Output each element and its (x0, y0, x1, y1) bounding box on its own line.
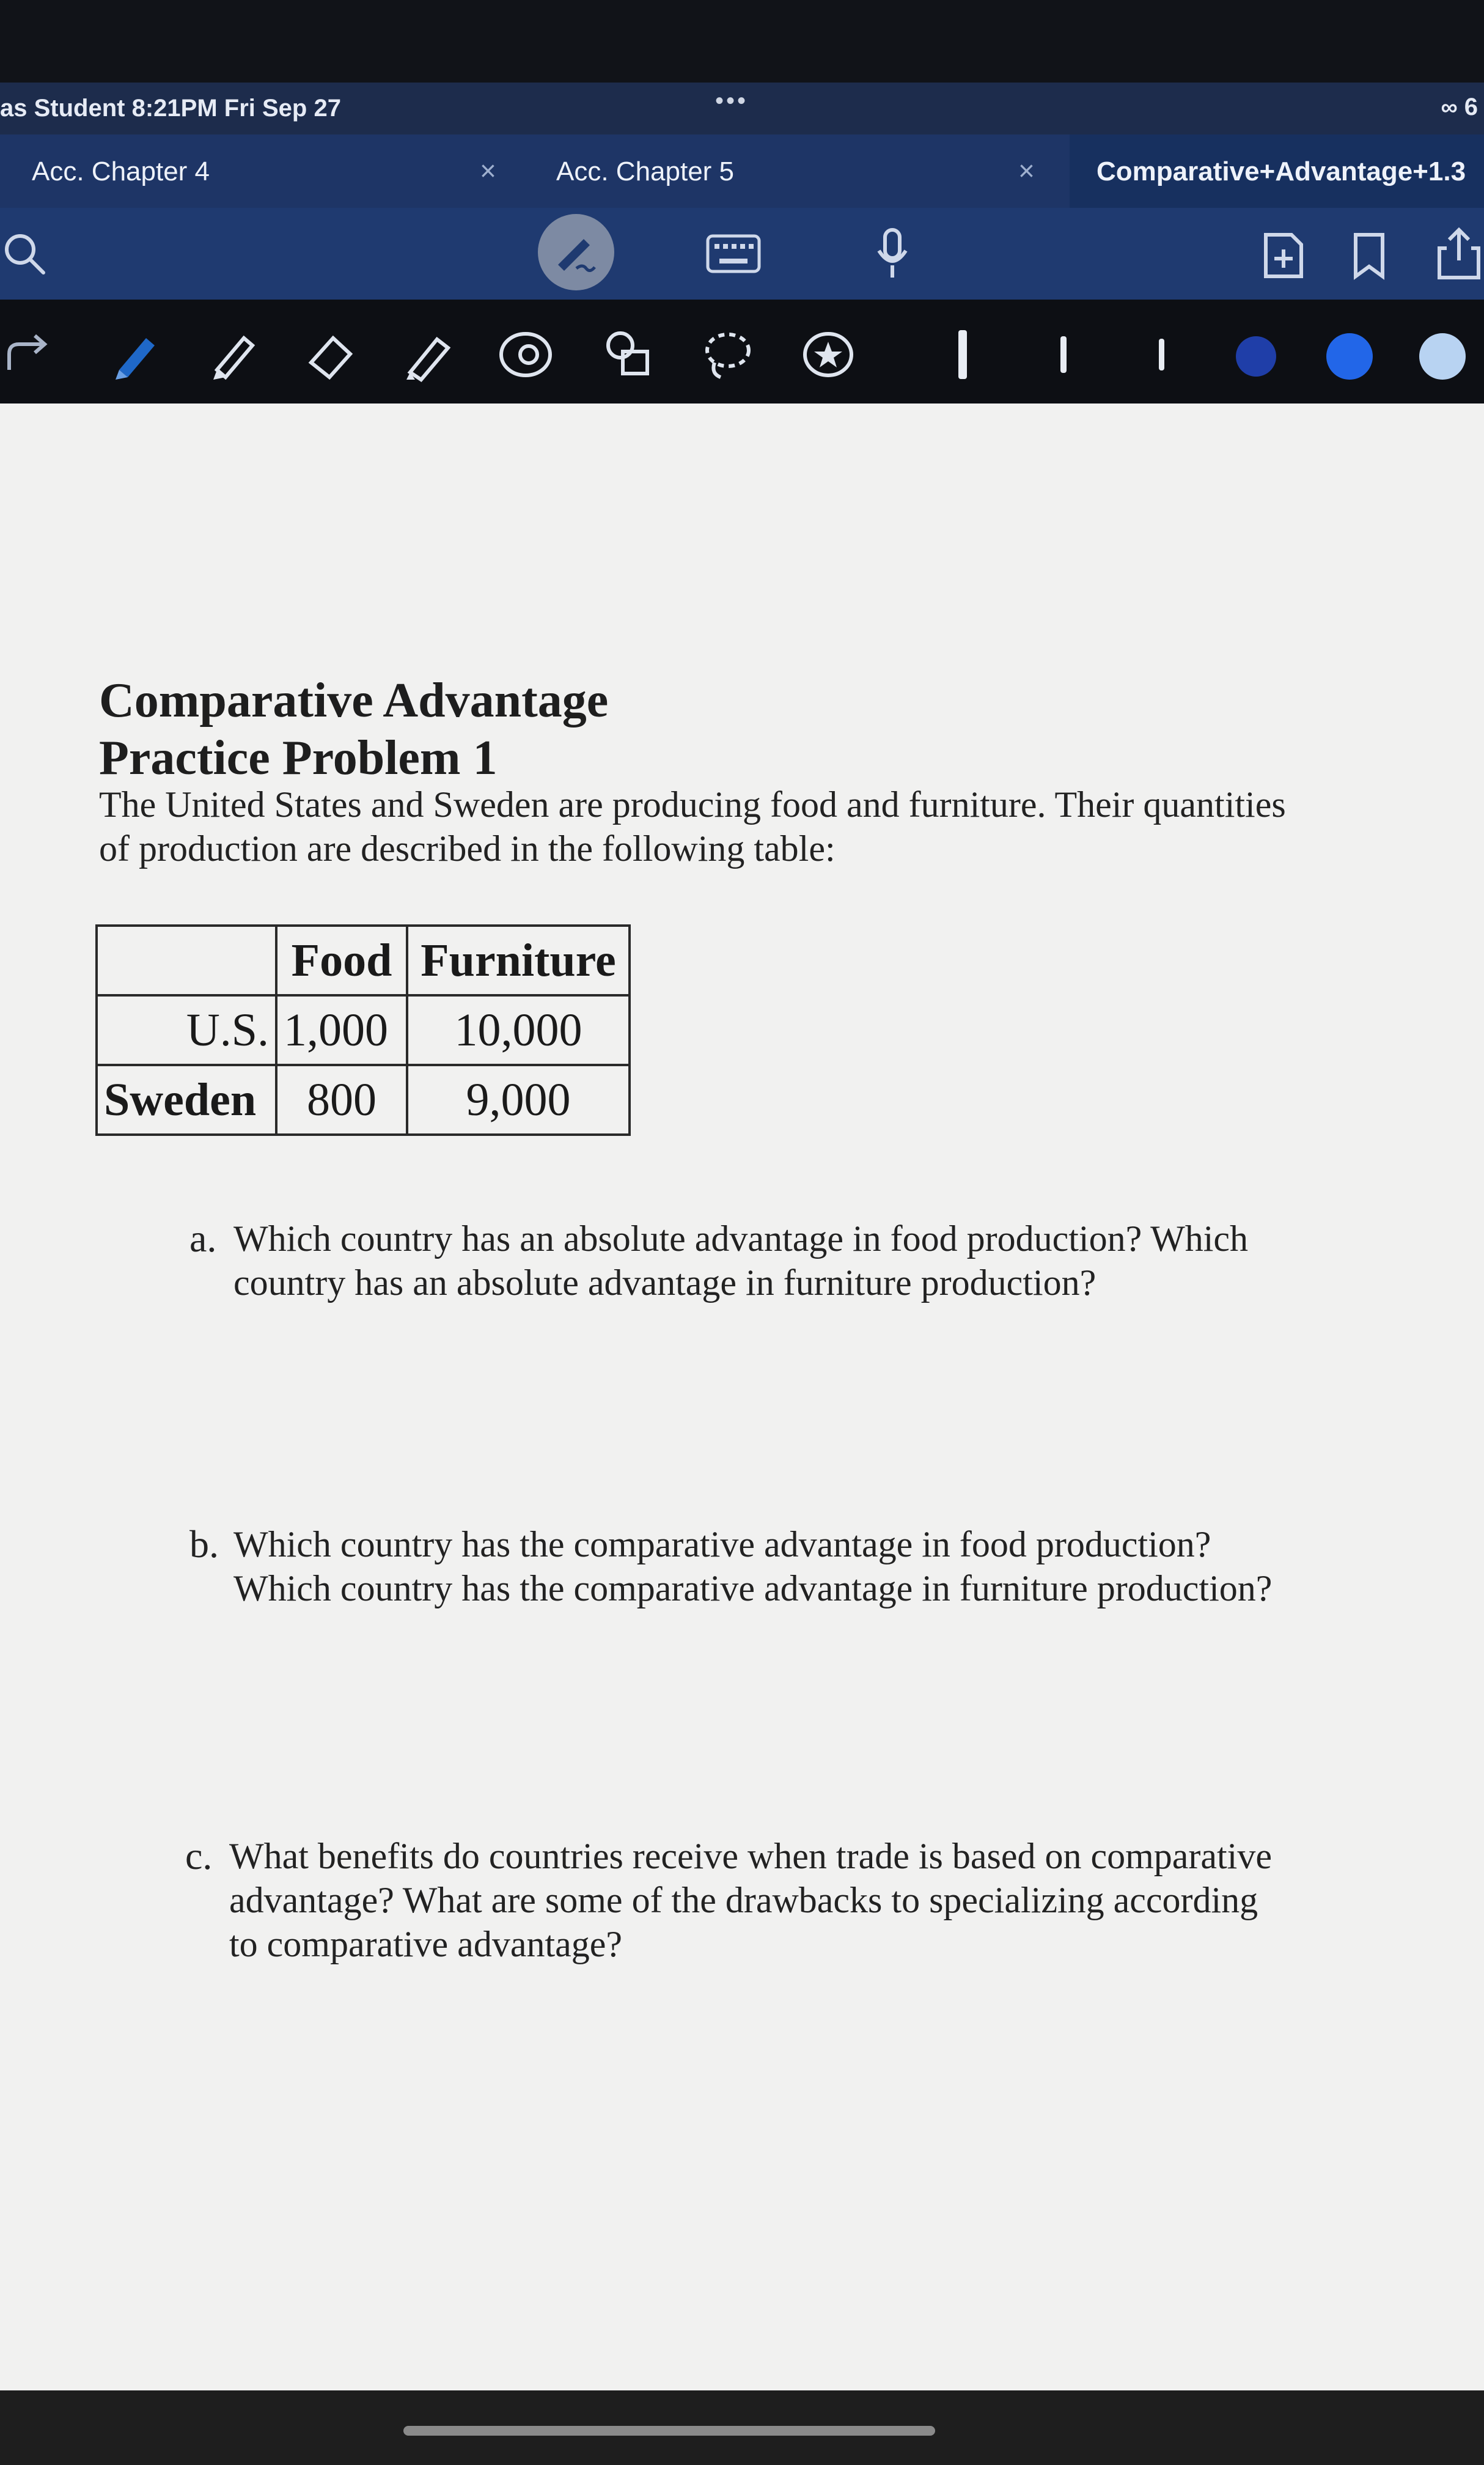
close-icon[interactable]: × (480, 155, 496, 186)
color-swatch-dark-blue[interactable] (1236, 336, 1276, 377)
color-swatch-blue[interactable] (1326, 333, 1373, 380)
top-bezel (0, 0, 1484, 83)
table-header-cell: Food (276, 926, 407, 995)
tab-label: Comparative+Advantage+1.3 (1096, 157, 1466, 186)
home-indicator[interactable] (403, 2426, 935, 2436)
question-b (189, 1522, 1285, 1610)
page-subtitle: Practice Problem 1 (99, 731, 498, 785)
favorites-icon[interactable] (798, 327, 859, 382)
handwriting-icon[interactable] (538, 214, 614, 290)
question-letter: c. (185, 1834, 213, 1877)
close-icon[interactable]: × (1018, 155, 1035, 186)
color-swatch-light-blue[interactable] (1419, 333, 1466, 380)
question-a (189, 1217, 1273, 1305)
share-icon[interactable] (1433, 226, 1484, 281)
production-table (95, 924, 631, 1136)
table-cell-food: 800 (276, 1065, 407, 1135)
table-cell-furniture: 9,000 (407, 1065, 630, 1135)
bookmark-icon[interactable] (1348, 229, 1390, 281)
shapes-icon[interactable] (599, 327, 660, 382)
table-cell-furniture: 10,000 (407, 995, 630, 1065)
microphone-icon[interactable] (868, 226, 917, 281)
search-icon[interactable] (0, 226, 49, 281)
question-letter: b. (189, 1522, 219, 1566)
stroke-width-medium[interactable] (1042, 330, 1085, 379)
add-page-icon[interactable] (1259, 229, 1308, 281)
tab-label: Acc. Chapter 4 (32, 157, 210, 186)
keyboard-icon[interactable] (706, 232, 761, 275)
pen-toolbar (0, 300, 1484, 403)
pen-icon[interactable] (104, 324, 165, 385)
table-row (97, 1065, 630, 1135)
redo-icon[interactable] (0, 330, 55, 379)
page-title: Comparative Advantage (99, 674, 609, 728)
pencil-icon[interactable] (202, 324, 263, 385)
highlighter-icon[interactable] (397, 324, 458, 385)
stroke-width-thin[interactable] (1140, 333, 1183, 376)
status-bar (0, 83, 1484, 134)
question-letter: a. (189, 1217, 217, 1260)
image-insert-icon[interactable] (495, 327, 556, 382)
stroke-width-thick[interactable] (941, 324, 984, 385)
tab-comparative-advantage[interactable] (1070, 134, 1484, 208)
table-header-cell (97, 926, 276, 995)
link-icon: ∞ (1441, 95, 1458, 120)
status-text: as Student 8:21PM Fri Sep 27 (0, 95, 341, 122)
document-tabs (0, 134, 1484, 208)
intro-paragraph: The United States and Sweden are producing food and furniture. Their quantities of production are described in the following table: (99, 784, 1286, 869)
tab-acc-chapter-4[interactable] (0, 134, 526, 208)
question-c (185, 1834, 1287, 1966)
table-cell-country: U.S. (97, 995, 276, 1065)
eraser-icon[interactable] (299, 324, 361, 385)
table-header-row (97, 926, 630, 995)
table-cell-country: Sweden (97, 1065, 276, 1135)
table-row (97, 995, 630, 1065)
table-cell-food: 1,000 (276, 995, 407, 1065)
question-text: Which country has an absolute advantage in food production? Which country has an absolute advantage in furniture production? (233, 1218, 1249, 1303)
question-text: Which country has the comparative advantage in food production? Which country has the comparative advantage in furniture production? (233, 1524, 1273, 1608)
tab-label: Acc. Chapter 5 (556, 157, 735, 186)
lasso-icon[interactable] (697, 327, 758, 382)
table-header-cell: Furniture (407, 926, 630, 995)
multitasking-dots[interactable]: ••• (715, 87, 749, 114)
top-toolbar (0, 208, 1484, 300)
question-text: What benefits do countries receive when trade is based on comparative advantage? What are some of the drawbacks to specializing according to comparative advantage? (229, 1836, 1272, 1964)
tab-acc-chapter-5[interactable] (526, 134, 1070, 208)
battery-indicator: ∞ 6 (1441, 94, 1478, 120)
